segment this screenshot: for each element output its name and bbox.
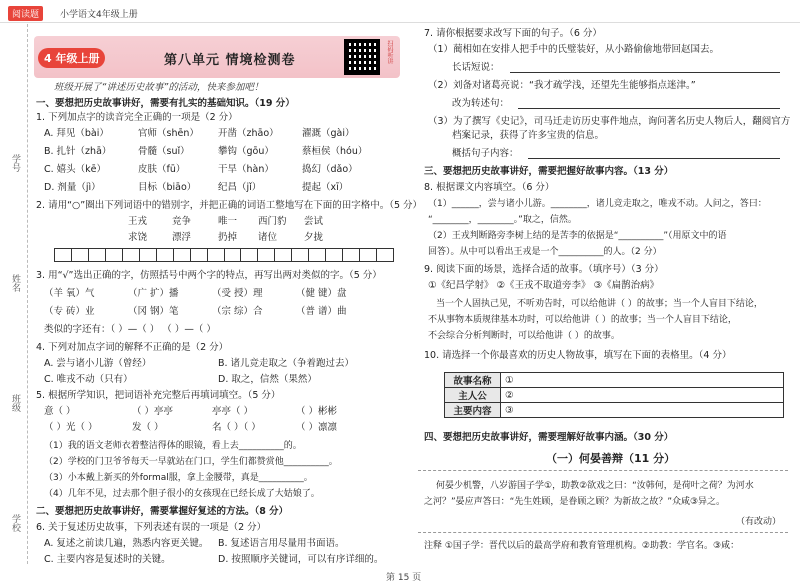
q8-1: （1）______，尝与诸小儿游。________，诸儿竞走取之，唯戎不动。人问之，答曰：: [428, 199, 767, 209]
margin-student-id: 学号: [10, 154, 20, 172]
grade-badge: 4 年级上册: [38, 48, 105, 68]
brand-logo: 阅读题: [8, 6, 43, 21]
q1-opt-b3: 攀钩（gōu）: [218, 146, 274, 157]
q5-sentence-4: （4）几年不见，过去那个胆子很小的女孩现在已经长成了大姑娘了。: [44, 489, 320, 499]
q6-opt-d: D. 按照顺序关键词，可以有序详细的。: [218, 554, 384, 565]
q9-scene-2: 不从事物本质规律基本功时，可以给他讲（ ）的故事；当一个人盲目下结论，: [428, 315, 737, 325]
q1-opt-c3: 干旱（hàn）: [218, 164, 274, 175]
passage-notes: 注释 ①国子学：晋代以后的最高学府和教育管理机构。②助教：学官名。③咸：: [424, 541, 740, 551]
question-6: 6. 关于复述历史故事，下列表述有误的一项是（2 分）: [36, 522, 267, 533]
table-head-hero: 主人公: [445, 388, 501, 403]
unit-title: 第八单元 情境检测卷: [164, 53, 296, 68]
q3-r2-3: （宗 综）合: [212, 306, 263, 317]
q7-3-prompt: 概括句子内容：: [452, 148, 519, 159]
q3-r1-1: （羊 氧）气: [44, 288, 95, 299]
q5-r2-3: 名（ ）（ ）: [212, 422, 261, 433]
q1-opt-c2: 皮肤（fū）: [138, 164, 186, 175]
question-7: 7. 请你根据要求改写下面的句子。（6 分）: [424, 28, 602, 39]
row-num: ②: [505, 389, 514, 401]
q2-word-3: 唯一: [218, 216, 238, 227]
q8-2-cont: 回答）。从中可以看出王戎是一个__________的人。（2 分）: [428, 247, 662, 257]
q2-word-1: 王戎: [128, 216, 148, 227]
section-2-heading: 二、要想把历史故事讲好，需要掌握好复述的方法。（8 分）: [36, 506, 289, 517]
q5-sentence-1: （1）我的语文老师衣着整洁得体的眼镜，看上去__________的。: [44, 441, 302, 451]
question-1: 1. 下列加点字的读音完全正确的一项是（2 分）: [36, 112, 238, 123]
q1-opt-b1: B. 扎针（zhā）: [44, 146, 112, 157]
q1-opt-a2: 官师（shēn）: [138, 128, 199, 139]
grade-label: 小学语文4年级上册: [60, 10, 138, 20]
binding-margin: [0, 24, 28, 564]
story-table: [444, 372, 784, 418]
question-5: 5. 根据所学知识，把词语补充完整后再填词填空。（5 分）: [36, 390, 281, 401]
q3-r2-4: （普 谱）曲: [296, 306, 347, 317]
section-3-heading: 三、要想把历史故事讲好，需要把握好故事内容。（13 分）: [424, 166, 674, 177]
q7-2-prompt: 改为转述句：: [452, 98, 510, 109]
table-row: [445, 388, 784, 403]
q6-opt-b: B. 复述语言用尽量用书面语。: [218, 538, 345, 549]
question-3: 3. 用“√”选出正确的字，仿照括号中两个字的特点，再写出两对类似的字。（5 分）: [36, 270, 382, 281]
q1-opt-d2: 目标（biāo）: [138, 182, 197, 193]
table-cell-story[interactable]: [501, 373, 784, 388]
q8-2: （2）王戎判断路旁李树上结的是苦李的依据是“__________”（用原文中的语: [428, 231, 727, 241]
left-column: [32, 26, 423, 566]
intro-text: 班级开展了“讲述历史故事”的活动，快来参加吧！: [54, 82, 264, 93]
passage-title: （一）何晏善辩（11 分）: [546, 452, 676, 465]
q3-r1-2: （广 扩）播: [128, 288, 179, 299]
q1-opt-a1: A. 拜见（bài）: [44, 128, 109, 139]
passage-source: （有改动）: [736, 517, 782, 527]
note-divider: [418, 532, 788, 533]
q2-word-5: 尝试: [304, 216, 324, 227]
q9-scene-1: 当一个人固执己见，不听劝告时，可以给他讲（ ）的故事；当一个人盲目下结论，: [436, 299, 763, 309]
q2-word-8: 扔掉: [218, 232, 238, 243]
table-cell-content[interactable]: [501, 403, 784, 418]
q3-r1-4: （健 键）盘: [296, 288, 347, 299]
q3-r1-3: （受 授）理: [212, 288, 263, 299]
passage-divider: [418, 470, 788, 471]
question-2: 2. 请用“○”圈出下列词语中的错别字，并把正确的词语工整地写在下面的田字格中。（5 分）: [36, 200, 423, 211]
unit-banner: [34, 36, 400, 78]
q2-word-6: 求饶: [128, 232, 148, 243]
page-number: 第 15 页: [386, 573, 422, 583]
margin-class: 班级: [10, 394, 20, 412]
q5-r1-1: 意（ ）: [44, 406, 76, 417]
table-row: [445, 403, 784, 418]
table-cell-hero[interactable]: [501, 388, 784, 403]
q4-opt-c: C. 唯戎不动（只有）: [44, 374, 133, 385]
question-8: 8. 根据课文内容填空。（6 分）: [424, 182, 555, 193]
q4-opt-a: A. 尝与诸小儿游（曾经）: [44, 358, 152, 369]
q2-word-2: 竞争: [172, 216, 192, 227]
right-column: [418, 24, 791, 564]
question-9: 9. 阅读下面的场景，选择合适的故事。（填序号）（3 分）: [424, 264, 664, 275]
q2-word-4: 西门豹: [258, 216, 287, 227]
q7-1-text: （1）蔺相如在安排人把手中的氏璧装好，从小路偷偷地带回赵国去。: [428, 44, 720, 55]
q7-1-answer-line[interactable]: [510, 72, 780, 73]
page-header: [0, 0, 800, 24]
q5-r2-4: （ ）凛凛: [296, 422, 338, 433]
section-1-heading: 一、要想把历史故事讲好，需要有扎实的基础知识。（19 分）: [36, 98, 295, 109]
q1-opt-a3: 开凿（zhāo）: [218, 128, 279, 139]
row-num: ③: [505, 404, 514, 416]
q1-opt-d3: 纪昌（jǐ）: [218, 182, 262, 193]
q7-3-text-cont: 档案记录，获得了许多宝贵的信息。: [452, 130, 605, 141]
q5-r2-1: （ ）光（ ）: [44, 422, 98, 433]
q7-1-prompt: 长话短说：: [452, 62, 500, 73]
q4-opt-b: B. 诸儿竞走取之（争着跑过去）: [218, 358, 355, 369]
table-head-story: 故事名称: [445, 373, 501, 388]
header-divider: [0, 22, 800, 23]
q5-sentence-2: （2）学校的门卫爷爷每天一早就站在门口，学生们都赞赏他__________。: [44, 457, 338, 467]
q2-word-9: 诸位: [258, 232, 278, 243]
passage-line-1: 何晏少机警，八岁游国子学①，助教②欲戏之曰：“汝韩何，是荷叶之荷？为河水: [436, 481, 754, 491]
q1-opt-d4: 提起（xī）: [302, 182, 349, 193]
table-head-content: 主要内容: [445, 403, 501, 418]
q1-opt-b4: 蔡桓侯（hóu）: [302, 146, 368, 157]
q3-similar: 类似的字还有：（ ）—（ ） （ ）—（ ）: [44, 324, 216, 335]
q1-opt-c1: C. 嬉头（kē）: [44, 164, 107, 175]
q6-opt-c: C. 主要内容是复述时的关键。: [44, 554, 171, 565]
section-4-heading: 四、要想把历史故事讲好，需要理解好故事内涵。（30 分）: [424, 432, 674, 443]
q1-opt-b2: 骨髓（suǐ）: [138, 146, 190, 157]
q2-word-7: 漂浮: [172, 232, 192, 243]
q6-opt-a: A. 复述之前读几遍，熟悉内容更关键。: [44, 538, 209, 549]
q1-opt-c4: 捣幻（dǎo）: [302, 164, 358, 175]
q7-3-text: （3）为了撰写《史记》，司马迁走访历史事件地点，询问著名历史人物后人，翻阅官方: [428, 116, 791, 127]
qr-code-icon[interactable]: [344, 39, 380, 75]
q5-r1-3: 亭亭（ ）: [212, 406, 254, 417]
q5-sentence-3: （3）小本戴上新买的外formal服，拿上金腰带，真是__________。: [44, 473, 313, 483]
q9-options: ①《纪昌学射》 ②《王戎不取道旁李》 ③《扁鹊治病》: [428, 280, 660, 291]
writing-grid[interactable]: [54, 248, 394, 262]
q9-scene-3: 不会综合分析判断时，可以给他讲（ ）的故事。: [428, 331, 620, 341]
q7-2-answer-line[interactable]: [518, 108, 780, 109]
question-10: 10. 请选择一个你最喜欢的历史人物故事，填写在下面的表格里。（4 分）: [424, 350, 732, 361]
question-4: 4. 下列对加点字词的解释不正确的是（2 分）: [36, 342, 229, 353]
table-row: [445, 373, 784, 388]
q3-r2-2: （冈 钢）笔: [128, 306, 179, 317]
row-num: ①: [505, 374, 514, 386]
q1-opt-d1: D. 剂量（jì）: [44, 182, 101, 193]
passage-line-2: 之河？”晏应声答曰：“先生姓顾，是眷顾之顾？为新故之故？”众咸③异之。: [424, 497, 726, 507]
q5-r1-4: （ ）彬彬: [296, 406, 338, 417]
q4-opt-d: D. 取之，信然（果然）: [218, 374, 317, 385]
margin-name: 姓名: [10, 274, 20, 292]
q7-2-text: （2）刘备对诸葛亮说：“我才疏学浅，还望先生能够指点迷津。”: [428, 80, 696, 91]
q1-opt-a4: 濯溉（gài）: [302, 128, 355, 139]
q8-1-cont: “________，________。”取之，信然。: [428, 215, 577, 225]
q3-r2-1: （专 砖）业: [44, 306, 95, 317]
qr-note: 扫码听讲: [386, 40, 393, 64]
q7-3-answer-line[interactable]: [528, 158, 780, 159]
q5-r1-2: （ ）亭亭: [132, 406, 174, 417]
margin-school: 学校: [10, 514, 20, 532]
q5-r2-2: 发（ ）: [132, 422, 164, 433]
q2-word-10: 夕拢: [304, 232, 324, 243]
